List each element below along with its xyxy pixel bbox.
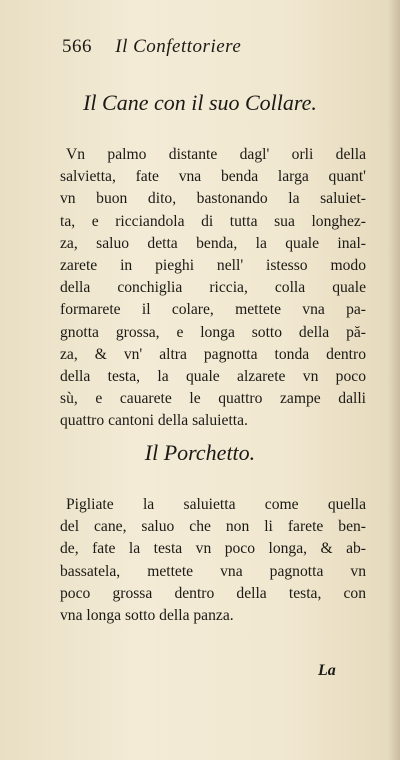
section-body-cane [60,144,366,433]
text-line: della testa, la quale alzarete vn poco [60,368,366,386]
section-heading-porchetto: Il Porchetto. [144,440,256,465]
text-line: za, & vn' altra pagnotta tonda dentro [60,345,366,363]
text-line: bassatela, mettete vna pagnotta vn [60,562,366,580]
text-line: sù, e cauarete le quattro zampe dalli [60,390,366,408]
text-line: Vn palmo distante dagl' orli della [66,146,366,163]
text-line: zarete in pieghi nell' istesso modo [60,257,366,275]
text-line: quattro cantoni della saluietta. [60,412,248,430]
text-line: gnotta grossa, e longa sotto della pă- [60,323,366,341]
text-line: salvietta, fate vna benda larga quant' [60,168,366,186]
text-line: poco grossa dentro della testa, con [60,584,366,602]
text-line: vn buon dito, bastonando la saluiet- [60,190,366,208]
catchword: La [318,662,336,679]
section-heading-cane: Il Cane con il suo Collare. [83,90,317,115]
text-line: Pigliate la saluietta come quella [66,496,366,513]
page-number: 566 [62,36,92,57]
text-line: del cane, saluo che non li farete ben- [60,518,366,536]
section-body-porchetto [60,494,366,627]
running-head [62,36,322,60]
text-line: ta, e ricciandola di tutta sua longhez- [60,212,366,230]
text-line: de, fate la testa vn poco longa, & ab- [60,540,366,558]
text-line: vna longa sotto della panza. [60,607,234,625]
text-line: della conchiglia riccia, colla quale [60,279,366,297]
text-line: formarete il colare, mettete vna pa- [60,301,366,319]
running-title: Il Confettoriere [115,36,242,57]
text-line: za, saluo detta benda, la quale inal- [60,234,366,252]
